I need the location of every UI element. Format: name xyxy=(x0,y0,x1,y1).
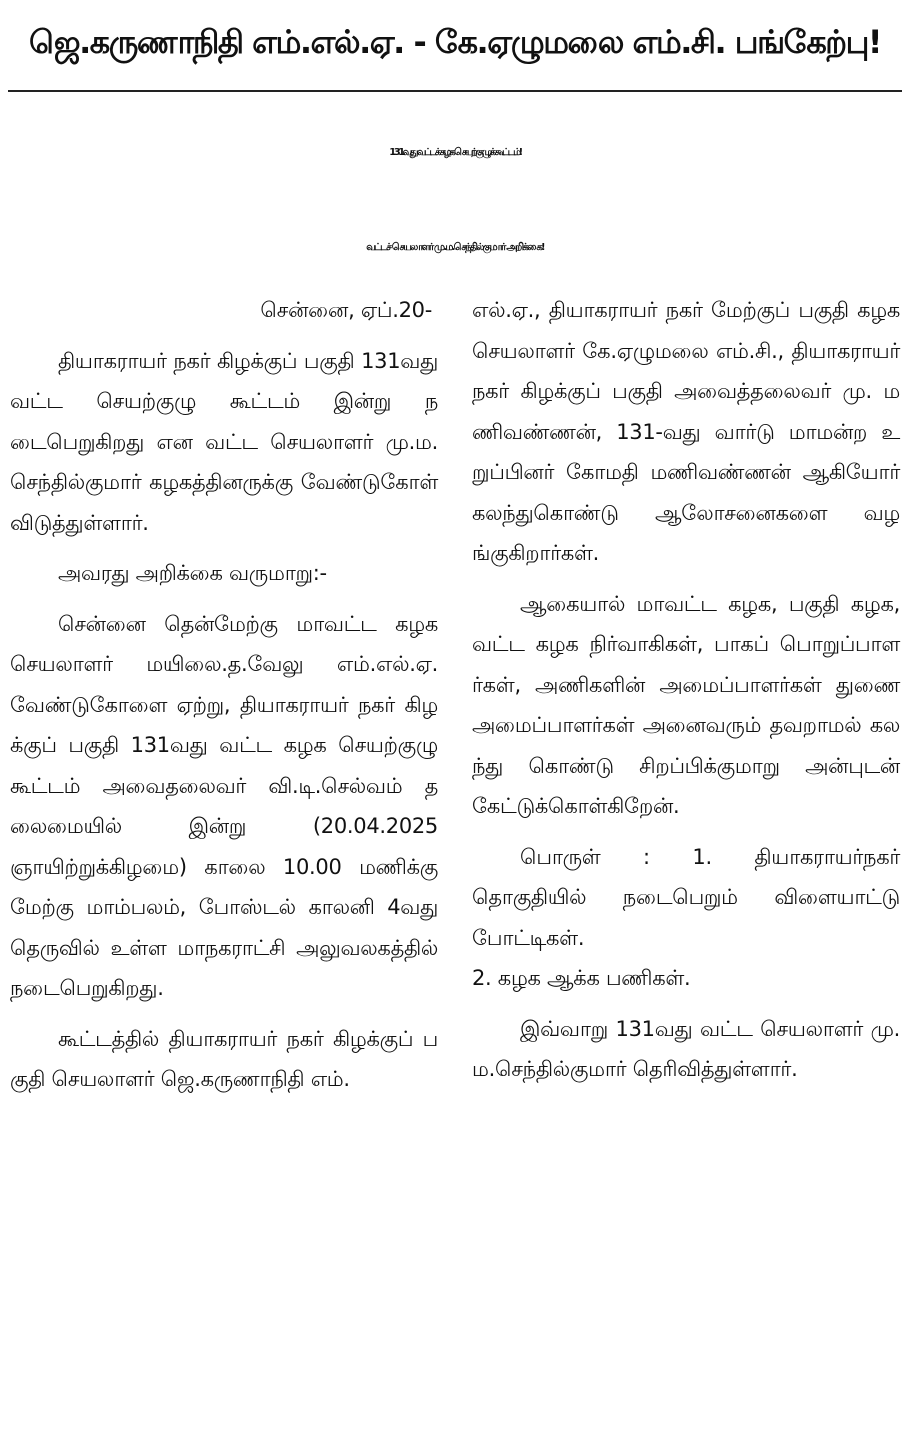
paragraph-statement-lead: அவரது அறிக்கை வருமாறு:- xyxy=(58,561,327,585)
paragraph-agenda-item-1: பொருள் : 1. தியாகராயர்நகர் தொகுதியில் நடைபெறும் விளையாட்டு போட்டிகள். xyxy=(472,844,900,950)
paragraph-meeting-details: சென்னை தென்மேற்கு மாவட்ட கழக செயலாளர் மயிலை.த.வேலு எம்.எல்.ஏ. வேண்டுகோளை ஏற்று, தியாகராயர் நகர் கிழக்குப் பகுதி 131வது வட்ட கழக செயற்குழு கூட்டம் அவைதலைவர் வி.டி.செல்வம் தலைமையில் இன்று (20.04.2025 ஞாயிற்றுக்கிழமை) காலை 10.00 மணிக்கு மேற்கு மாம்பலம், போஸ்டல் காலனி 4வது தெருவில் உள்ள மாநகராட்சி அலுவலகத்தில் நடைபெறுகிறது. xyxy=(10,611,438,1000)
paragraph-attendees-start: கூட்டத்தில் தியாகராயர் நகர் கிழக்குப் பகுதி செயலாளர் ஜெ.கருணாநிதி எம். xyxy=(10,1026,438,1091)
dateline: சென்னை, ஏப்.20- xyxy=(260,298,432,322)
paragraph-attendees-continued: எல்.ஏ., தியாகராயர் நகர் மேற்குப் பகுதி கழக செயலாளர் கே.ஏழுமலை எம்.சி., தியாகராயர் நகர் கிழக்குப் பகுதி அவைத்தலைவர் மு. மணிவண்ணன், 131-வது வார்டு மாமன்ற உறுப்பினர் கோமதி மணிவண்ணன் ஆகியோர் கலந்துகொண்டு ஆலோசனைகளை வழங்குகிறார்கள். xyxy=(472,298,900,565)
kicker-headline: ஜெ.கருணாநிதி எம்.எல்.ஏ. - கே.ஏழுமலை எம்.சி. பங்கேற்பு! xyxy=(29,23,881,61)
paragraph-agenda-item-2: 2. கழக ஆக்க பணிகள். xyxy=(472,966,691,990)
main-headline: 131வது வட்டக் கழக செயற்குழுக் கூட்டம்! xyxy=(389,147,521,158)
article-column-right xyxy=(472,290,900,1100)
article-column-left xyxy=(10,290,438,1110)
paragraph-closing: இவ்வாறு 131வது வட்ட செயலாளர் மு.ம.செந்தில்குமார் தெரிவித்துள்ளார். xyxy=(472,1016,900,1081)
paragraph-intro: தியாகராயர் நகர் கிழக்குப் பகுதி 131வது வட்ட செயற்குழு கூட்டம் இன்று நடைபெறுகிறது என வட்ட செயலாளர் மு.ம.செந்தில்குமார் கழகத்தினருக்கு வேண்டுகோள் விடுத்துள்ளார். xyxy=(10,348,438,535)
kicker-divider xyxy=(8,90,902,92)
sub-headline: வட்டச் செயலாளர் மு.ம.செந்தில்குமார் அறிக்கை! xyxy=(366,242,544,253)
paragraph-invitation: ஆகையால் மாவட்ட கழக, பகுதி கழக, வட்ட கழக நிர்வாகிகள், பாகப் பொறுப்பாளர்கள், அணிகளின் அமைப்பாளர்கள் துணை அமைப்பாளர்கள் அனைவரும் தவறாமல் கலந்து கொண்டு சிறப்பிக்குமாறு அன்புடன் கேட்டுக்கொள்கிறேன். xyxy=(472,591,900,818)
